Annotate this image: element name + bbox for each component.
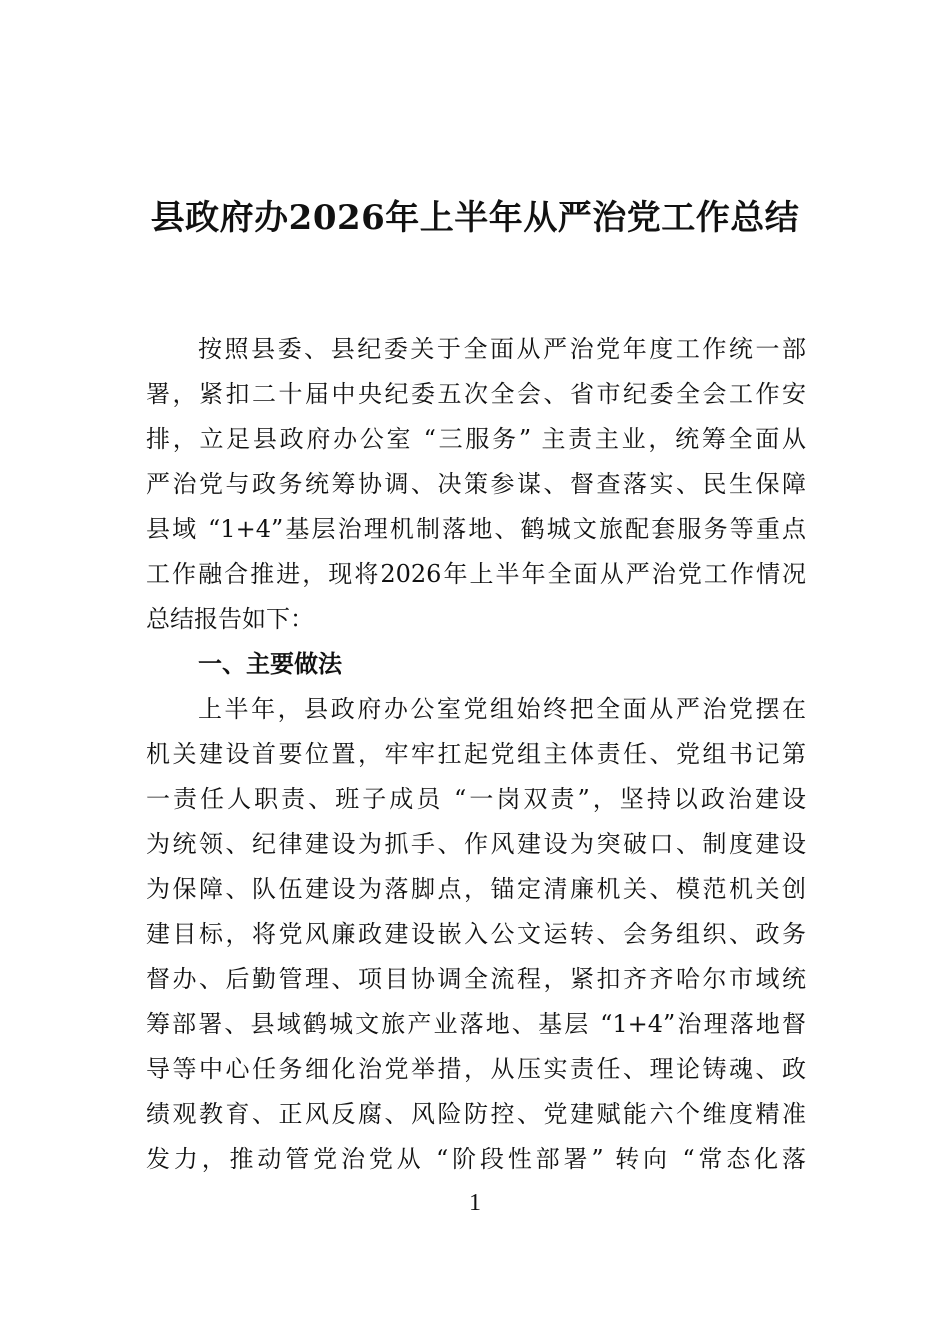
paragraph-line: 为保障、队伍建设为落脚点，锚定清廉机关、模范机关创 bbox=[146, 875, 806, 903]
paragraph-line: 筹部署、县域鹤城文旅产业落地、基层 “1+4”治理落地督 bbox=[146, 1010, 806, 1038]
paragraph-line: 一责任人职责、班子成员 “一岗双责”，坚持以政治建设 bbox=[146, 785, 806, 813]
paragraph-line: 为统领、纪律建设为抓手、作风建设为突破口、制度建设 bbox=[146, 830, 806, 858]
paragraph-line: 严治党与政务统筹协调、决策参谋、督查落实、民生保障 bbox=[146, 470, 806, 498]
paragraph-line: 绩观教育、正风反腐、风险防控、党建赋能六个维度精准 bbox=[146, 1100, 806, 1128]
paragraph-line: 县域 “1+4”基层治理机制落地、鹤城文旅配套服务等重点 bbox=[146, 515, 806, 543]
paragraph-line: 建目标，将党风廉政建设嵌入公文运转、会务组织、政务 bbox=[146, 920, 806, 948]
page-number: 1 bbox=[469, 1190, 481, 1216]
paragraph-line: 工作融合推进，现将2026年上半年全面从严治党工作情况 bbox=[146, 560, 806, 588]
paragraph-line: 督办、后勤管理、项目协调全流程，紧扣齐齐哈尔市域统 bbox=[146, 965, 806, 993]
paragraph-line: 机关建设首要位置，牢牢扛起党组主体责任、党组书记第 bbox=[146, 740, 806, 768]
document-title: 县政府办2026年上半年从严治党工作总结 bbox=[150, 198, 800, 238]
paragraph-line: 发力，推动管党治党从 “阶段性部署” 转向 “常态化落 bbox=[146, 1145, 806, 1173]
document-body bbox=[146, 327, 806, 1182]
paragraph-line: 上半年，县政府办公室党组始终把全面从严治党摆在 bbox=[198, 695, 806, 723]
paragraph-line: 总结报告如下： bbox=[146, 605, 314, 633]
paragraph-line: 署，紧扣二十届中央纪委五次全会、省市纪委全会工作安 bbox=[146, 380, 806, 408]
paragraph-line: 导等中心任务细化治党举措，从压实责任、理论铸魂、政 bbox=[146, 1055, 806, 1083]
section-heading: 一、主要做法 bbox=[198, 650, 342, 678]
paragraph-line: 排，立足县政府办公室 “三服务” 主责主业，统筹全面从 bbox=[146, 425, 806, 453]
paragraph-line: 按照县委、县纪委关于全面从严治党年度工作统一部 bbox=[198, 335, 806, 363]
